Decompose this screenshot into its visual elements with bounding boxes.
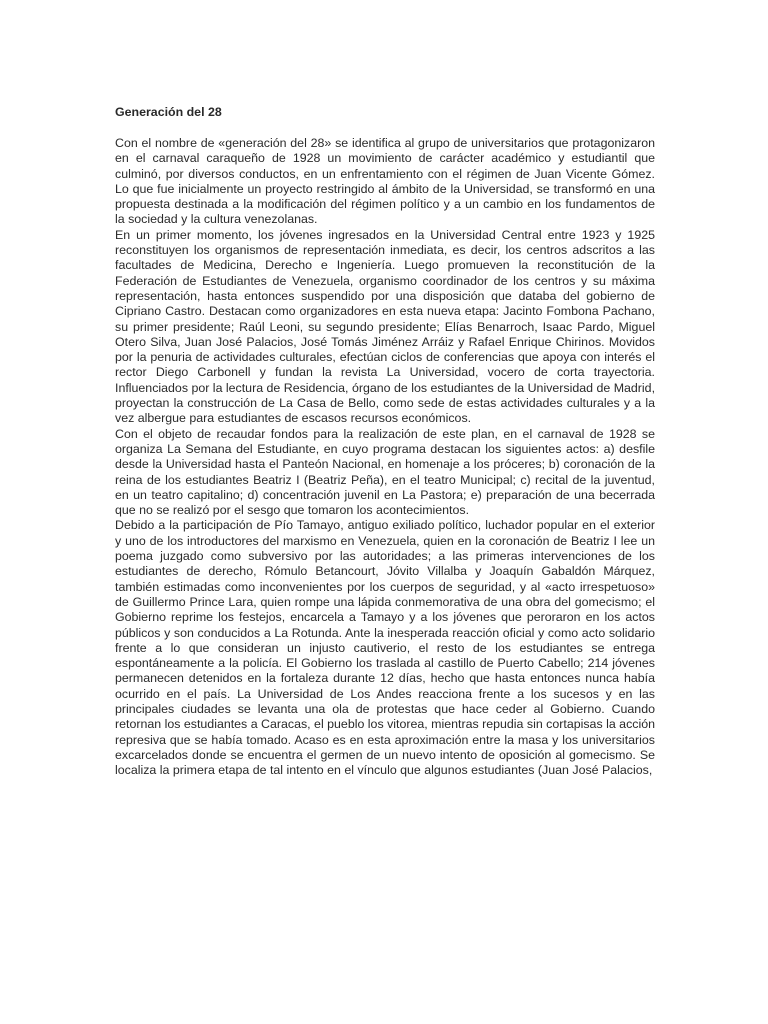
document-title: Generación del 28 (115, 105, 222, 119)
paragraph-2: En un primer momento, los jóvenes ingresados en la Universidad Central entre 1923 y 1925 reconstituyen los organismos de representación inmediata, es decir, los centros adscritos a las facultades de Medicina, Derecho e Ingeniería. Luego promueven la reconstitución de la Federación de Estudiantes de Venezuela, organismo coordinador de los centros y su máxima representación, hasta entonces suspendido por una disposición que databa del gobierno de Cipriano Castro. Destacan como organizadores en esta nueva etapa: Jacinto Fombona Pachano, su primer presidente; Raúl Leoni, su segundo presidente; Elías Benarroch, Isaac Pardo, Miguel Otero Silva, Juan José Palacios, José Tomás Jiménez Arráiz y Rafael Enrique Chirinos. Movidos por la penuria de actividades culturales, efectúan ciclos de conferencias que apoya con interés el rector Diego Carbonell y fundan la revista La Universidad, vocero de corta trayectoria. Influenciados por la lectura de Residencia, órgano de los estudiantes de la Universidad de Madrid, proyectan la construcción de La Casa de Bello, como sede de estas actividades culturales y a la vez albergue para estudiantes de escasos recursos económicos. (115, 227, 656, 426)
paragraph-4: Debido a la participación de Pío Tamayo, antiguo exiliado político, luchador popular en el exterior y uno de los introductores del marxismo en Venezuela, quien en la coronación de Beatriz I lee un poema juzgado como subversivo por las autoridades; a las primeras intervenciones de los estudiantes de derecho, Rómulo Betancourt, Jóvito Villalba y Joaquín Gabaldón Márquez, también estimadas como inconvenientes por los cuerpos de seguridad, y al «acto irrespetuoso» de Guillermo Prince Lara, quien rompe una lápida conmemorativa de una obra del gomecismo; el Gobierno reprime los festejos, encarcela a Tamayo y a los jóvenes que peroraron en los actos públicos y son conducidos a La Rotunda. Ante la inesperada reacción oficial y como acto solidario frente a lo que consideran un injusto cautiverio, el resto de los estudiantes se entrega espontáneamente a la policía. El Gobierno los traslada al castillo de Puerto Cabello; 214 jóvenes permanecen detenidos en la fortaleza durante 12 días, hecho que hasta entonces nunca había ocurrido en el país. La Universidad de Los Andes reacciona frente a los sucesos y en las principales ciudades se levanta una ola de protestas que hace ceder al Gobierno. Cuando retornan los estudiantes a Caracas, el pueblo los vitorea, mientras repudia sin cortapisas la acción represiva que se había tomado. Acaso es en esta aproximación entre la masa y los universitarios excarcelados donde se encuentra el germen de un nuevo intento de oposición al gomecismo. Se localiza la primera etapa de tal intento en el vínculo que algunos estudiantes (Juan José Palacios, (115, 518, 655, 778)
document-page (115, 105, 655, 778)
paragraph-3: Con el objeto de recaudar fondos para la realización de este plan, en el carnaval de 1928 se organiza La Semana del Estudiante, en cuyo programa destacan los siguientes actos: a) desfile desde la Universidad hasta el Panteón Nacional, en homenaje a los próceres; b) coronación de la reina de los estudiantes Beatriz I (Beatriz Peña), en el teatro Municipal; c) recital de la juventud, en un teatro capitalino; d) concentración juvenil en La Pastora; e) preparación de una becerrada que no se realizó por el sesgo que tomaron los acontecimientos. (115, 426, 655, 518)
paragraph-1: Con el nombre de «generación del 28» se identifica al grupo de universitarios que protagonizaron en el carnaval caraqueño de 1928 un movimiento de carácter académico y estudiantil que culminó, por diversos conductos, en un enfrentamiento con el régimen de Juan Vicente Gómez. Lo que fue inicialmente un proyecto restringido al ámbito de la Universidad, se transformó en una propuesta destinada a la modificación del régimen político y a un cambio en los fundamentos de la sociedad y la cultura venezolanas. (115, 136, 655, 227)
